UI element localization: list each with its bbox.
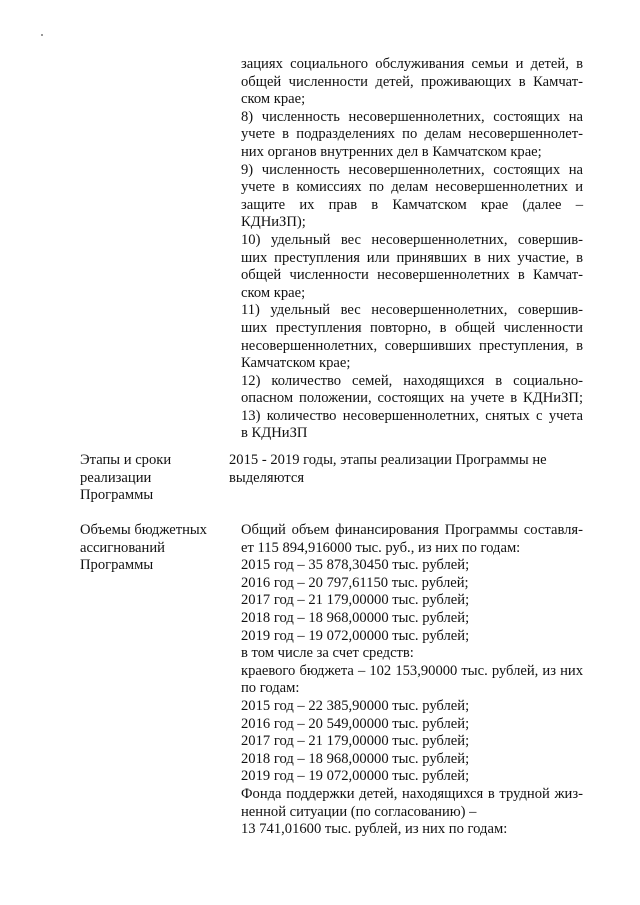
text-line: общей численности несовершеннолетних в Камчат- (241, 267, 583, 284)
value-line: 2019 год – 19 072,00000 тыс. рублей; (241, 768, 470, 785)
stages-value (229, 452, 583, 487)
value-line: 2016 год – 20 797,61150 тыс. рублей; (241, 574, 469, 591)
text-line: 11) удельный вес несовершеннолетних, совершив- (241, 302, 583, 319)
value-line: Фонда поддержки детей, находящихся в трудной жиз- (241, 785, 583, 802)
text-line: 12) количество семей, находящихся в социально- (241, 372, 583, 389)
value-line: 2017 год – 21 179,00000 тыс. рублей; (241, 733, 470, 750)
text-line: ском крае; (241, 91, 306, 108)
value-line: 2016 год – 20 549,00000 тыс. рублей; (241, 715, 470, 732)
value-line: 2018 год – 18 968,00000 тыс. рублей; (241, 609, 470, 626)
value-line: 2017 год – 21 179,00000 тыс. рублей; (241, 592, 470, 609)
value-line: выделяются (229, 469, 305, 486)
text-line: 13) количество несовершеннолетних, снятых с учета (241, 407, 583, 424)
label-line: Программы (80, 557, 154, 574)
label-line: ассигнований (80, 539, 165, 556)
text-line: них органов внутренних дел в Камчатском крае; (241, 143, 542, 160)
text-line: ших преступления повторно, в общей численности (241, 319, 583, 336)
value-line: 13 741,01600 тыс. рублей, из них по годам: (241, 821, 508, 838)
indicators-continuation (241, 56, 583, 443)
value-line: 2015 год – 22 385,90000 тыс. рублей; (241, 697, 470, 714)
text-line: 8) численность несовершеннолетних, состоящих на (241, 108, 583, 125)
text-line: учете в комиссиях по делам несовершеннолетних и (241, 179, 583, 196)
budget-value (241, 522, 583, 839)
label-line: Программы (80, 487, 154, 504)
value-line: ненной ситуации (по согласованию) – (241, 803, 477, 820)
value-line: 2018 год – 18 968,00000 тыс. рублей; (241, 750, 470, 767)
value-line: Общий объем финансирования Программы составля- (241, 522, 583, 538)
value-line: 2015 год – 35 878,30450 тыс. рублей; (241, 557, 470, 574)
text-line: в КДНиЗП (241, 425, 308, 442)
stages-label (80, 452, 230, 505)
text-line: ском крае; (241, 284, 306, 301)
text-line: учете в подразделениях по делам несовершеннолет- (241, 126, 583, 143)
text-line: ших преступления или принявших в них участие, в (241, 249, 583, 266)
text-line: зациях социального обслуживания семьи и детей, в (241, 56, 583, 72)
value-line: 2015 - 2019 годы, этапы реализации Программы не (229, 452, 547, 468)
label-line: реализации (80, 469, 152, 486)
text-line: КДНиЗП); (241, 214, 306, 231)
label-line: Объемы бюджетных (80, 522, 207, 538)
text-line: общей численности детей, проживающих в Камчат- (241, 73, 583, 90)
text-line: 10) удельный вес несовершеннолетних, совершив- (241, 231, 583, 248)
value-line: по годам: (241, 680, 300, 697)
budget-label (80, 522, 230, 575)
value-line: краевого бюджета – 102 153,90000 тыс. рублей, из них (241, 662, 583, 679)
value-line: ет 115 894,916000 тыс. руб., из них по годам: (241, 539, 521, 556)
text-line: 9) численность несовершеннолетних, состоящих на (241, 161, 583, 178)
label-line: Этапы и сроки (80, 452, 172, 468)
text-line: несовершеннолетних, совершивших преступления, в (241, 337, 583, 354)
text-line: опасном положении, состоящих на учете в КДНиЗП; (241, 390, 583, 407)
value-line: 2019 год – 19 072,00000 тыс. рублей; (241, 627, 470, 644)
scan-speck (41, 34, 43, 36)
value-line: в том числе за счет средств: (241, 645, 414, 662)
text-line: защите их прав в Камчатском крае (далее – (241, 196, 583, 213)
text-line: Камчатском крае; (241, 355, 351, 372)
